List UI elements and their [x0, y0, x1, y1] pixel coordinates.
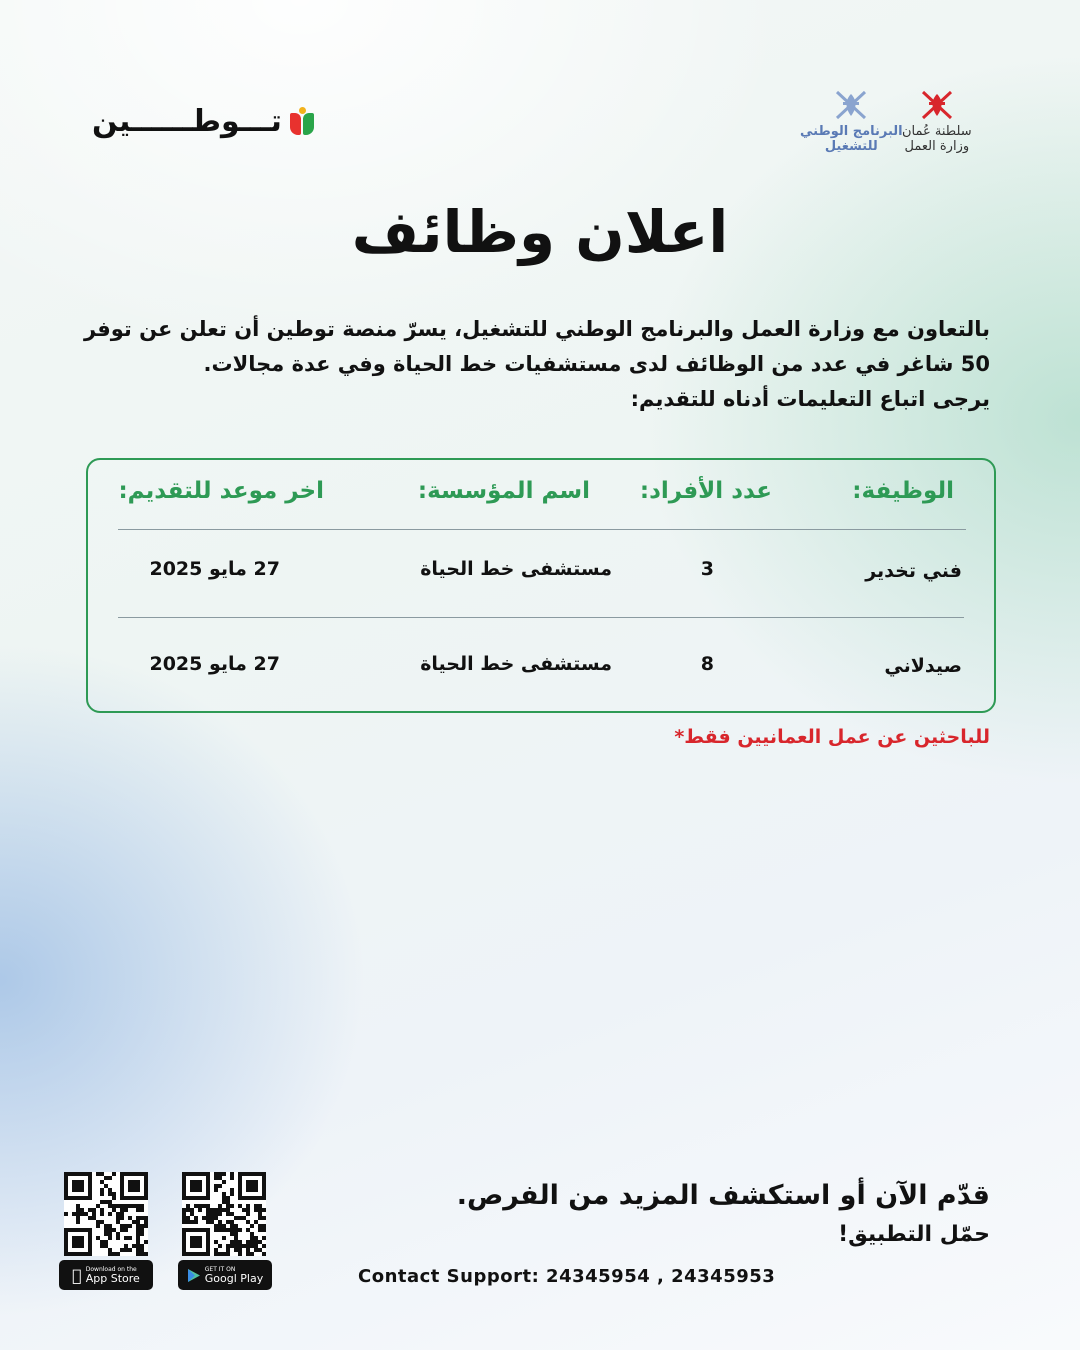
tawteen-logo	[92, 104, 316, 139]
tawteen-logo-icon	[290, 107, 316, 137]
program-label-2: للتشغيل	[824, 139, 878, 154]
app-store-big-label: App Store	[80, 1271, 136, 1285]
oman-khanjar-emblem-icon	[917, 84, 957, 124]
table-row-1-count: 3	[700, 558, 714, 580]
table-row-2-org: مستشفى خط الحياة	[420, 653, 612, 675]
table-row-2-count: 8	[700, 653, 714, 675]
table-header-job: الوظيفة:	[852, 478, 954, 504]
google-play-icon	[187, 1268, 201, 1283]
intro-paragraph	[83, 312, 990, 417]
national-program-logo	[800, 84, 903, 154]
table-row-1-org: مستشفى خط الحياة	[420, 558, 612, 580]
program-label-1: البرنامج الوطني	[800, 124, 903, 139]
intro-line-3: يرجى اتباع التعليمات أدناه للتقديم:	[630, 387, 990, 411]
ministry-label-2: وزارة العمل	[904, 139, 970, 154]
app-store-qr-code[interactable]	[64, 1172, 148, 1256]
app-store-small-label: Download on the	[80, 1265, 132, 1273]
intro-line-1: بالتعاون مع وزارة العمل والبرنامج الوطني للتشغيل، يسرّ منصة توطين أن تعلن عن توفر	[83, 317, 990, 341]
apple-icon	[72, 1266, 82, 1285]
contact-support: Contact Support: 24345954 , 24345953	[358, 1266, 776, 1287]
google-play-badge[interactable]	[178, 1260, 272, 1290]
ministry-of-labour-logo	[902, 84, 972, 154]
ministry-label-1: سلطنة عُمان	[902, 124, 972, 139]
table-header-deadline: اخر موعد للتقديم:	[118, 478, 324, 504]
google-play-small-label: GET IT ON	[204, 1265, 236, 1273]
google-play-qr-code[interactable]	[182, 1172, 266, 1256]
table-row-1-deadline: 27 مايو 2025	[149, 558, 280, 580]
apply-call-to-action: قدّم الآن أو استكشف المزيد من الفرص.	[456, 1180, 990, 1211]
table-divider	[118, 617, 964, 618]
table-row-2-deadline: 27 مايو 2025	[149, 653, 280, 675]
table-divider	[118, 529, 966, 530]
brand-name: تـــوطــــــين	[92, 104, 282, 139]
table-header-org: اسم المؤسسة:	[417, 478, 590, 504]
table-row-1-job: فني تخدير	[865, 560, 962, 582]
eligibility-note: للباحثين عن عمل العمانيين فقط*	[674, 726, 990, 748]
table-row-2-job: صيدلاني	[884, 655, 962, 677]
download-app-text: حمّل التطبيق!	[838, 1222, 990, 1247]
oman-khanjar-emblem-icon	[831, 84, 871, 124]
intro-line-2: 50 شاغر في عدد من الوظائف لدى مستشفيات خط الحياة وفي عدة مجالات.	[203, 352, 990, 376]
table-header-count: عدد الأفراد:	[639, 478, 772, 504]
app-store-badge[interactable]	[59, 1260, 153, 1290]
google-play-big-label: Googl Play	[204, 1271, 264, 1285]
page-title: اعلان وظائف	[351, 198, 729, 266]
